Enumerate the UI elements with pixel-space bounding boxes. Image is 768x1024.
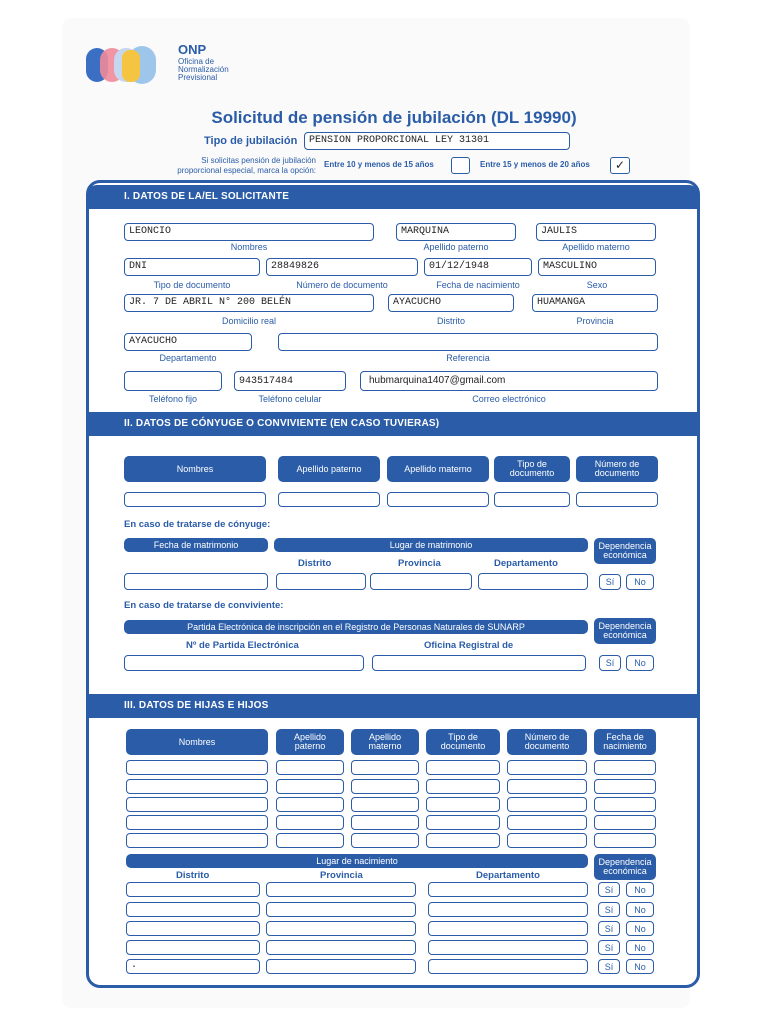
provincia-field[interactable]: HUAMANGA [532, 294, 658, 312]
tipo-jubilacion-label: Tipo de jubilación [204, 135, 298, 147]
fecha-nac-field[interactable]: 01/12/1948 [424, 258, 532, 276]
conviviente-label: En caso de tratarse de conviviente: [124, 600, 284, 611]
s3-row5-ap-paterno[interactable] [276, 833, 344, 848]
s3-row2-num-doc[interactable] [507, 779, 587, 794]
s3-row1-tipo-doc[interactable] [426, 760, 500, 775]
onp-logo-icon [84, 44, 168, 86]
s3-row1-nombres[interactable] [126, 760, 268, 775]
s3-lug5-distrito[interactable]: . [126, 959, 260, 974]
s3-row2-ap-paterno[interactable] [276, 779, 344, 794]
s3-row2-nombres[interactable] [126, 779, 268, 794]
s3-lug5-si[interactable]: Sí [598, 959, 620, 974]
lugar-matrimonio-header: Lugar de matrimonio [274, 538, 588, 552]
s3-col-num-doc: Número de documento [507, 729, 587, 755]
tipo-doc-label: Tipo de documento [153, 280, 231, 290]
s3-row2-fecha-nac[interactable] [594, 779, 656, 794]
s3-lug2-departamento[interactable] [428, 902, 588, 917]
s3-row5-ap-materno[interactable] [351, 833, 419, 848]
s3-lug2-provincia[interactable] [266, 902, 416, 917]
s2-num-doc-field[interactable] [576, 492, 658, 507]
mat-distrito-field[interactable] [276, 573, 366, 590]
tel-fijo-label: Teléfono fijo [148, 394, 198, 404]
s3-lug3-si[interactable]: Sí [598, 921, 620, 936]
tel-cel-field[interactable]: 943517484 [234, 371, 346, 391]
opt2-label: Entre 15 y menos de 20 años [480, 160, 590, 169]
fecha-nac-label: Fecha de nacimiento [436, 280, 520, 290]
s3-row5-nombres[interactable] [126, 833, 268, 848]
s3-lug1-provincia[interactable] [266, 882, 416, 897]
s3-row3-fecha-nac[interactable] [594, 797, 656, 812]
s2-dependencia-header-1: Dependencia económica [594, 538, 656, 564]
s2-col-ap-materno: Apellido materno [387, 456, 489, 482]
s3-row1-ap-materno[interactable] [351, 760, 419, 775]
fecha-matrimonio-field[interactable] [124, 573, 268, 590]
s3-row5-num-doc[interactable] [507, 833, 587, 848]
s3-lug2-si[interactable]: Sí [598, 902, 620, 917]
mat-dep-si[interactable]: Sí [599, 574, 621, 590]
s3-lug5-departamento[interactable] [428, 959, 588, 974]
conv-dep-si[interactable]: Sí [599, 655, 621, 671]
s3-lug3-provincia[interactable] [266, 921, 416, 936]
nombres-label: Nombres [230, 242, 268, 252]
s3-lug4-no[interactable]: No [626, 940, 654, 955]
correo-label: Correo electrónico [472, 394, 546, 404]
ap-materno-label: Apellido materno [562, 242, 630, 252]
s2-tipo-doc-field[interactable] [494, 492, 570, 507]
s3-col-ap-materno: Apellido materno [351, 729, 419, 755]
page-title: Solicitud de pensión de jubilación (DL 19990) [211, 108, 577, 127]
s3-row1-ap-paterno[interactable] [276, 760, 344, 775]
ap-paterno-label: Apellido paterno [423, 242, 489, 252]
s3-row1-fecha-nac[interactable] [594, 760, 656, 775]
s3-row2-ap-materno[interactable] [351, 779, 419, 794]
s3-lug1-distrito[interactable] [126, 882, 260, 897]
provincia-label: Provincia [576, 316, 614, 326]
sexo-field[interactable]: MASCULINO [538, 258, 656, 276]
tel-fijo-field[interactable] [124, 371, 222, 391]
nombres-field[interactable]: LEONCIO [124, 223, 374, 241]
mat-dep-no[interactable]: No [626, 574, 654, 590]
s3-row4-nombres[interactable] [126, 815, 268, 830]
s3-row3-tipo-doc[interactable] [426, 797, 500, 812]
s3-row3-ap-materno[interactable] [351, 797, 419, 812]
fecha-matrimonio-header: Fecha de matrimonio [124, 538, 268, 552]
s3-dependencia-header: Dependencia económica [594, 854, 656, 880]
s3-col-tipo-doc: Tipo de documento [426, 729, 500, 755]
num-doc-label: Número de documento [296, 280, 388, 290]
lugar-nacimiento-header: Lugar de nacimiento [126, 854, 588, 868]
domicilio-label: Domicilio real [221, 316, 276, 326]
s2-dependencia-header-2: Dependencia económica [594, 618, 656, 644]
ap-materno-field[interactable]: JAULIS [536, 223, 656, 241]
org-short: ONP [178, 42, 207, 57]
s3-row4-ap-paterno[interactable] [276, 815, 344, 830]
departamento-field[interactable]: AYACUCHO [124, 333, 252, 351]
s2-col-num-doc: Número de documento [576, 456, 658, 482]
num-partida-label: Nº de Partida Electrónica [186, 640, 299, 651]
referencia-field[interactable] [278, 333, 658, 351]
opt1-checkbox[interactable] [451, 157, 470, 174]
s3-lug3-no[interactable]: No [626, 921, 654, 936]
s3-row3-nombres[interactable] [126, 797, 268, 812]
s3-distrito-label: Distrito [176, 870, 210, 881]
sexo-label: Sexo [586, 280, 608, 290]
oficina-field[interactable] [372, 655, 586, 671]
s2-col-ap-paterno: Apellido paterno [278, 456, 380, 482]
s3-lug1-departamento[interactable] [428, 882, 588, 897]
section-1-header: I. DATOS DE LA/EL SOLICITANTE [86, 185, 700, 209]
s3-row4-num-doc[interactable] [507, 815, 587, 830]
s3-lug4-provincia[interactable] [266, 940, 416, 955]
s2-ap-materno-field[interactable] [387, 492, 489, 507]
section-2-header: II. DATOS DE CÓNYUGE O CONVIVIENTE (EN CASO TUVIERAS) [86, 412, 700, 436]
s2-col-tipo-doc: Tipo de documento [494, 456, 570, 482]
opt2-checkbox[interactable]: ✓ [610, 157, 630, 174]
s3-row5-fecha-nac[interactable] [594, 833, 656, 848]
mat-departamento-field[interactable] [478, 573, 588, 590]
num-partida-field[interactable] [124, 655, 364, 671]
s3-row3-num-doc[interactable] [507, 797, 587, 812]
s3-lug5-provincia[interactable] [266, 959, 416, 974]
s3-lug2-distrito[interactable] [126, 902, 260, 917]
s2-col-nombres: Nombres [124, 456, 266, 482]
mat-provincia-field[interactable] [370, 573, 472, 590]
s3-lug2-no[interactable]: No [626, 902, 654, 917]
tel-cel-label: Teléfono celular [258, 394, 322, 404]
s3-col-ap-paterno: Apellido paterno [276, 729, 344, 755]
conv-dep-no[interactable]: No [626, 655, 654, 671]
s3-provincia-label: Provincia [320, 870, 363, 881]
s3-row3-ap-paterno[interactable] [276, 797, 344, 812]
especial-label-1: Si solicitas pensión de jubilación [201, 156, 316, 165]
s3-lug4-si[interactable]: Sí [598, 940, 620, 955]
s2-nombres-field[interactable] [124, 492, 266, 507]
s2-distrito-label: Distrito [298, 558, 332, 569]
especial-label-2: proporcional especial, marca la opción: [177, 166, 316, 175]
correo-field[interactable]: hubmarquina1407@gmail.com [360, 371, 658, 391]
partida-header: Partida Electrónica de inscripción en el Registro de Personas Naturales de SUNARP [124, 620, 588, 634]
s3-row2-tipo-doc[interactable] [426, 779, 500, 794]
tipo-jubilacion-field[interactable]: PENSION PROPORCIONAL LEY 31301 [304, 132, 570, 150]
s3-row4-tipo-doc[interactable] [426, 815, 500, 830]
s3-row1-num-doc[interactable] [507, 760, 587, 775]
s3-lug5-no[interactable]: No [626, 959, 654, 974]
s3-col-fecha-nac: Fecha de nacimiento [594, 729, 656, 755]
s3-lug3-distrito[interactable] [126, 921, 260, 936]
s3-lug3-departamento[interactable] [428, 921, 588, 936]
s3-lug4-distrito[interactable] [126, 940, 260, 955]
s3-lug1-no[interactable]: No [626, 882, 654, 897]
s3-lug4-departamento[interactable] [428, 940, 588, 955]
s2-ap-paterno-field[interactable] [278, 492, 380, 507]
s3-row4-fecha-nac[interactable] [594, 815, 656, 830]
org-full: Oficina de Normalización Previsional [178, 57, 229, 82]
num-doc-field[interactable]: 28849826 [266, 258, 418, 276]
section-3-header: III. DATOS DE HIJAS E HIJOS [86, 694, 700, 718]
domicilio-field[interactable]: JR. 7 DE ABRIL N° 200 BELÉN [124, 294, 374, 312]
s2-departamento-label: Departamento [494, 558, 558, 569]
ap-paterno-field[interactable]: MARQUINA [396, 223, 516, 241]
distrito-field[interactable]: AYACUCHO [388, 294, 514, 312]
s3-col-nombres: Nombres [126, 729, 268, 755]
tipo-doc-field[interactable]: DNI [124, 258, 260, 276]
oficina-label: Oficina Registral de [424, 640, 514, 651]
opt1-label: Entre 10 y menos de 15 años [324, 160, 434, 169]
s3-lug1-si[interactable]: Sí [598, 882, 620, 897]
s2-provincia-label: Provincia [398, 558, 441, 569]
s3-departamento-label: Departamento [476, 870, 540, 881]
s3-row4-ap-materno[interactable] [351, 815, 419, 830]
distrito-label: Distrito [436, 316, 465, 326]
referencia-label: Referencia [446, 353, 490, 363]
conyuge-label: En caso de tratarse de cónyuge: [124, 519, 271, 530]
s3-row5-tipo-doc[interactable] [426, 833, 500, 848]
departamento-label: Departamento [159, 353, 217, 363]
